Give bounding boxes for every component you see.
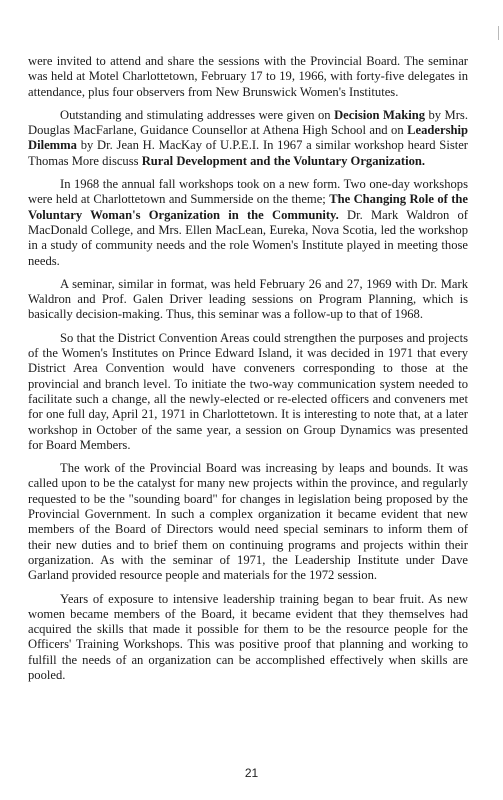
bold-term-decision-making: Decision Making: [334, 107, 425, 122]
paragraph-text: were invited to attend and share the sessions with the Provincial Board. The seminar was held at Motel Charlottetown, February 17 to 19, 1966, with forty-five delegates in attendance, plus four observers from New Brunswick Women's Institutes.: [28, 54, 468, 99]
paragraph-text: In 1968 the annual fall workshops took on a new form. Two one-day workshops were held at Charlottetown and Summerside on the theme;: [28, 177, 468, 207]
paragraph-text: Outstanding and stimulating addresses were given on: [60, 107, 335, 122]
paragraph-provincial-board: [28, 461, 468, 583]
paragraph-district-conventions: [28, 331, 468, 453]
paragraph-text: by Mrs. Douglas MacFarlane, Guidance Counsellor at Athena High School and on: [28, 107, 468, 138]
page-number: 21: [244, 766, 259, 780]
paragraph-text: by Dr. Jean H. MacKay of U.P.E.I. In 1967 a similar workshop heard Sister Thomas More discuss: [28, 138, 468, 168]
bold-term-changing-role: The Changing Role of the Voluntary Woman's Organization in the Community.: [28, 192, 468, 222]
bold-term-rural-development: Rural Development and the Voluntary Organization.: [141, 153, 426, 168]
paragraph-1968-workshops: [28, 177, 468, 269]
paragraph-text: Years of exposure to intensive leadership training began to bear fruit. As new women became members of the Board, it became evident that they themselves had acquired the skills that made it possible for them to be the resource people for the Officers' Training Workshops. This was positive proof that planning and working to fulfill the needs of an organization can be accomplished effectively when skills are pooled.: [28, 591, 468, 682]
paragraph-addresses: [28, 108, 468, 169]
paragraph-leadership-training: [28, 592, 468, 684]
paragraph-text: A seminar, similar in format, was held February 26 and 27, 1969 with Dr. Mark Waldron and Prof. Galen Driver leading sessions on Program Planning, which is basically decision-making. Thus, this seminar was a follow-up to that of 1968.: [28, 276, 468, 322]
scan-edge-mark: [498, 26, 499, 40]
paragraph-text: The work of the Provincial Board was increasing by leaps and bounds. It was called upon to be the catalyst for many new projects within the province, and regularly requested to be the "sounding board" for changes in legislation being proposed by the Provincial Government. In such a complex organization it became evident that new members of the Board of Directors would need special seminars to inform them of their new duties and to brief them on continuing programs and projects within their organization. As with the seminar of 1971, the Leadership Institute under Dave Garland provided resource people and materials for the 1972 session.: [28, 461, 468, 583]
paragraph-text: So that the District Convention Areas could strengthen the purposes and projects of the Women's Institutes on Prince Edward Island, it was decided in 1971 that every District Area Convention would have conveners corresponding to those at the provincial and branch level. To initiate the two-way communication system needed to facilitate such a change, all the newly-elected or re-elected officers and conveners met for one full day, April 21, 1971 in Charlottetown. It is interesting to note that, at a later workshop in October of the same year, a session on Group Dynamics was presented for Board Members.: [28, 330, 468, 452]
document-body: [28, 54, 468, 691]
bold-term-leadership-dilemma: Leadership Dilemma: [28, 123, 468, 153]
paragraph-continuation: [28, 54, 468, 100]
paragraph-text: Dr. Mark Waldron of MacDonald College, and Mrs. Ellen MacLean, Eureka, Nova Scotia, led the workshop in a study of community needs and the role Women's Institute played in meeting those needs.: [28, 207, 468, 268]
paragraph-1969-seminar: [28, 277, 468, 323]
